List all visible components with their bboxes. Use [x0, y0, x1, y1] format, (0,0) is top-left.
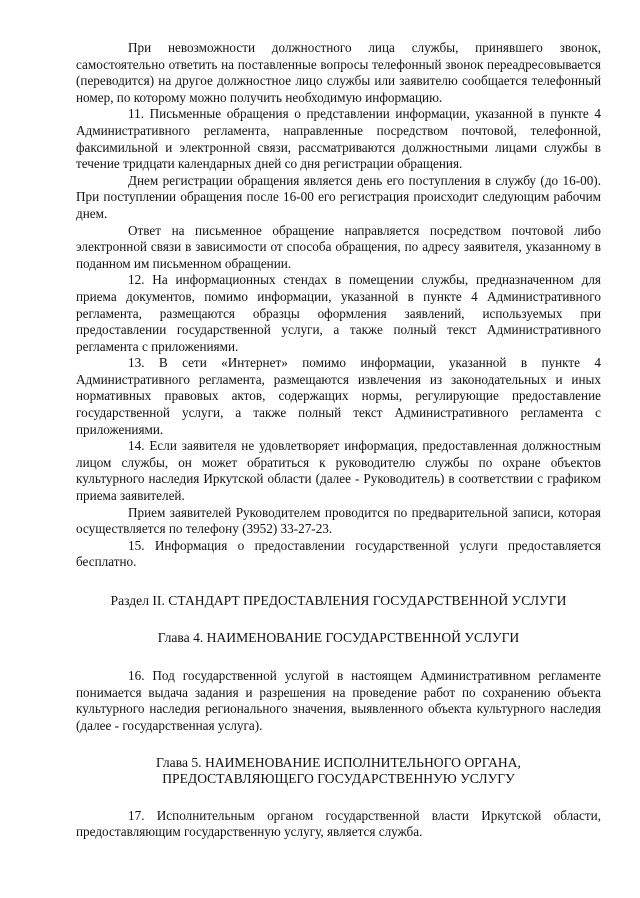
paragraph-14: 14. Если заявителя не удовлетворяет информация, предоставленная должностным лицом службы, он может обратиться к руководителю службы по охране объектов культурного наследия Иркутской области (далее - Руководитель) в соответствии с графиком приема заявителей. [76, 438, 601, 504]
section-heading: Раздел II. СТАНДАРТ ПРЕДОСТАВЛЕНИЯ ГОСУДАРСТВЕННОЙ УСЛУГИ [110, 593, 567, 608]
chapter5-heading [76, 755, 601, 788]
paragraph-15: 15. Информация о предоставлении государственной услуги предоставляется бесплатно. [76, 537, 601, 570]
paragraph-reception: Прием заявителей Руководителем проводится по предварительной записи, которая осуществляется по телефону (3952) 33-27-23. [76, 504, 601, 537]
paragraph-redirect-call: При невозможности должностного лица службы, принявшего звонок, самостоятельно ответить на поставленные вопросы телефонный звонок переадресовывается (переводится) на другое должностное лицо службы или заявителю сообщается телефонный номер, по которому можно получить необходимую информацию. [76, 40, 601, 105]
chapter5-heading-line2: ПРЕДОСТАВЛЯЮЩЕГО ГОСУДАРСТВЕННУЮ УСЛУГУ [162, 771, 515, 787]
paragraph-16: 16. Под государственной услугой в настоящем Административном регламенте понимается выдача задания и разрешения на проведение работ по сохранению объекта культурного наследия регионального значения, выявленного объекта культурного наследия (далее - государственная услуга). [76, 668, 601, 733]
paragraph-written-reply: Ответ на письменное обращение направляется посредством почтовой либо электронной связи в зависимости от способа обращения, по адресу заявителя, указанному в поданном им письменном обращении. [76, 222, 601, 271]
paragraph-17: 17. Исполнительным органом государственной власти Иркутской области, предоставляющим государственную услугу, является служба. [76, 807, 601, 840]
paragraph-registration-day: Днем регистрации обращения является день его поступления в службу (до 16-00). При поступлении обращения после 16-00 его регистрация происходит следующим рабочим днем. [76, 172, 601, 221]
paragraph-11: 11. Письменные обращения о представлении информации, указанной в пункте 4 Административного регламента, направленные посредством почтовой, телефонной, факсимильной и электронной связи, рассматриваются должностными лицами службы в течение тридцати календарных дней со дня регистрации обращения. [76, 106, 601, 172]
chapter4-heading: Глава 4. НАИМЕНОВАНИЕ ГОСУДАРСТВЕННОЙ УСЛУГИ [157, 629, 520, 645]
paragraph-12: 12. На информационных стендах в помещении службы, предназначенном для приема документов, помимо информации, указанной в пункте 4 Административного регламента, размещаются образцы оформления заявлений, используемых при предоставлении государственной услуги, а также полный текст Административного регламента с приложениями. [76, 272, 601, 354]
document-page [76, 40, 601, 841]
paragraph-13: 13. В сети «Интернет» помимо информации, указанной в пункте 4 Административного регламента, размещаются извлечения из законодательных и иных нормативных правовых актов, содержащих нормы, регулирующие предоставление государственной услуги, а также полный текст Административного регламента с приложениями. [76, 355, 601, 437]
chapter5-heading-line1: Глава 5. НАИМЕНОВАНИЕ ИСПОЛНИТЕЛЬНОГО ОРГАНА, [156, 754, 521, 770]
